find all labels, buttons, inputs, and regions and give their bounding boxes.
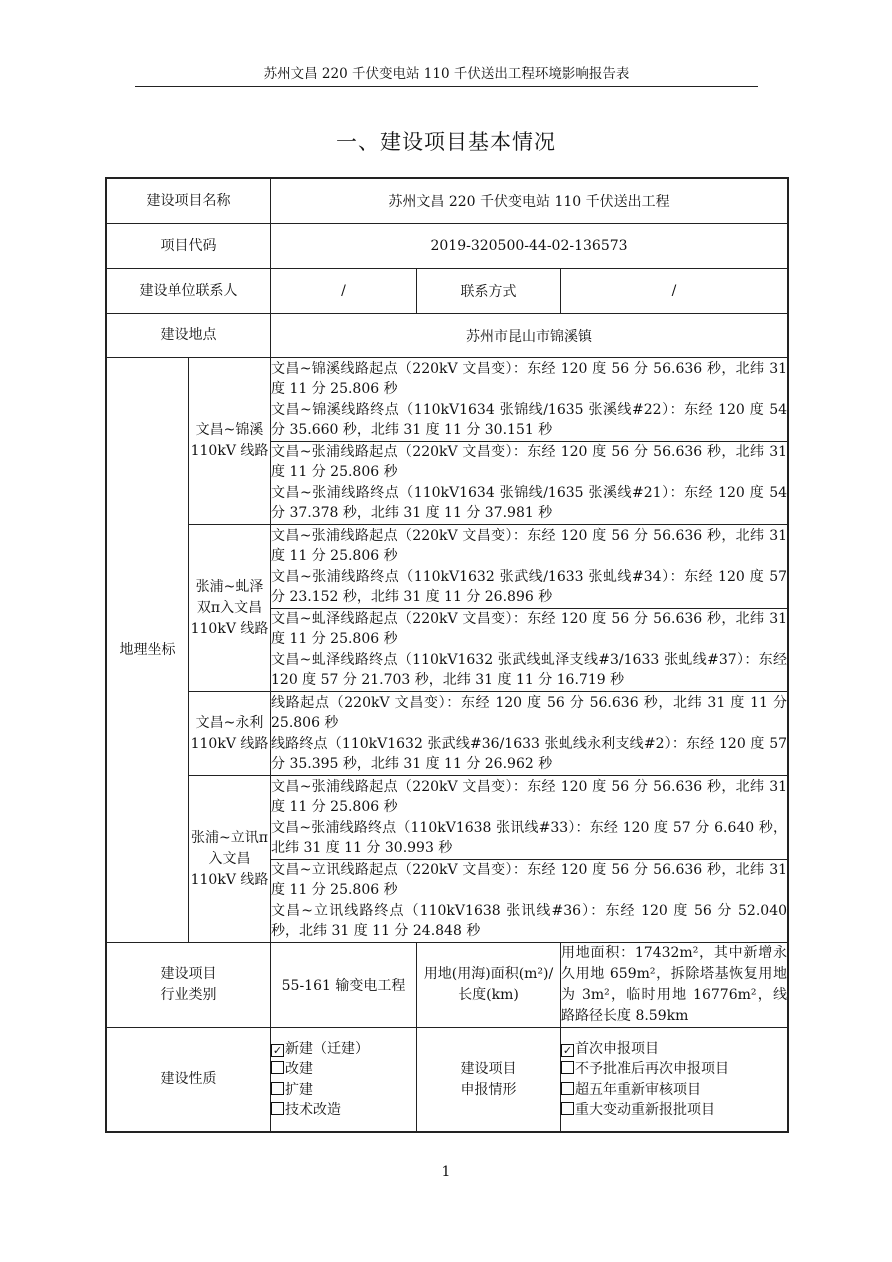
project-name-value: 苏州文昌 220 千伏变电站 110 千伏送出工程 xyxy=(271,179,788,224)
coordinate-text: 文昌~张浦线路起点（220kV 文昌变）：东经 120 度 56 分 56.636 秒，北纬 31 度 11 分 25.806 秒 xyxy=(271,441,787,483)
project-code-value: 2019-320500-44-02-136573 xyxy=(271,224,788,269)
coordinate-text: 文昌~锦溪线路起点（220kV 文昌变）：东经 120 度 56 分 56.636 秒，北纬 31 度 11 分 25.806 秒 xyxy=(271,360,788,397)
contact-method-label: 联系方式 xyxy=(417,269,561,314)
line-name: 文昌~锦溪 110kV 线路 xyxy=(189,358,271,525)
geo-coordinates-label: 地理坐标 xyxy=(107,358,189,943)
coordinate-text: 线路终点（110kV1632 张武线#36/1633 张虬线永利支线#2）：东经 120 度 57 分 35.395 秒，北纬 31 度 11 分 26.962 秒 xyxy=(271,735,788,772)
page-title: 一、建设项目基本情况 xyxy=(336,130,556,154)
nature-label: 建设性质 xyxy=(107,1028,271,1132)
declare-label-line: 申报情形 xyxy=(460,1081,517,1098)
declare-label xyxy=(417,1028,561,1132)
checkbox-icon[interactable] xyxy=(271,1102,284,1115)
declare-option[interactable] xyxy=(561,1059,787,1080)
option-label: 改建 xyxy=(285,1061,313,1077)
area-label-line: 用地(用海)面积(m²)/ xyxy=(423,966,554,982)
industry-value: 55-161 输变电工程 xyxy=(271,943,417,1028)
declare-label-line: 建设项目 xyxy=(460,1060,517,1077)
contact-label: 建设单位联系人 xyxy=(107,269,271,314)
location-value: 苏州市昆山市锦溪镇 xyxy=(271,314,788,358)
coordinate-text: 文昌~张浦线路起点（220kV 文昌变）：东经 120 度 56 分 56.636 秒，北纬 31 度 11 分 25.806 秒 xyxy=(271,527,788,564)
declare-option[interactable] xyxy=(561,1100,787,1121)
project-code-label: 项目代码 xyxy=(107,224,271,269)
option-label: 扩建 xyxy=(285,1081,313,1098)
coordinate-text: 文昌~锦溪线路终点（110kV1634 张锦线/1635 张溪线#22）：东经 120 度 54 分 35.660 秒，北纬 31 度 11 分 30.151 秒 xyxy=(271,401,788,438)
declare-options xyxy=(561,1028,788,1132)
option-label: 重大变动重新报批项目 xyxy=(575,1102,715,1118)
declare-option[interactable] xyxy=(561,1080,787,1101)
industry-label-line: 建设项目 xyxy=(160,966,217,982)
coordinate-text: 文昌~立讯线路起点（220kV 文昌变）：东经 120 度 56 分 56.636 秒，北纬 31 度 11 分 25.806 秒 xyxy=(271,859,787,901)
option-label: 首次申报项目 xyxy=(575,1040,659,1057)
page-header: 苏州文昌 220 千伏变电站 110 千伏送出工程环境影响报告表 xyxy=(135,62,758,87)
location-label: 建设地点 xyxy=(107,314,271,358)
industry-label xyxy=(107,943,271,1028)
option-label: 不予批准后再次申报项目 xyxy=(575,1061,729,1077)
coordinate-text: 文昌~张浦线路终点（110kV1634 张锦线/1635 张溪线#21）：东经 120 度 54 分 37.378 秒，北纬 31 度 11 分 37.981 秒 xyxy=(271,484,788,521)
checkbox-icon[interactable] xyxy=(561,1061,574,1074)
checkbox-checked-icon[interactable]: ✓ xyxy=(562,1043,573,1057)
area-value: 用地面积：17432m²，其中新增永久用地 659m²，拆除塔基恢复用地为 3m²，临时用地 16776m²，线路路径长度 8.59km xyxy=(561,943,788,1028)
line-coordinates xyxy=(271,776,788,943)
checkbox-icon[interactable] xyxy=(271,1061,284,1074)
nature-option[interactable] xyxy=(271,1080,416,1101)
checkbox-checked-icon[interactable]: ✓ xyxy=(272,1043,283,1057)
declare-option[interactable] xyxy=(561,1039,787,1060)
contact-value: / xyxy=(271,269,417,314)
area-label xyxy=(417,943,561,1028)
coordinate-text: 文昌~张浦线路终点（110kV1632 张武线/1633 张虬线#34）：东经 120 度 57 分 23.152 秒，北纬 31 度 11 分 26.896 秒 xyxy=(271,568,788,605)
option-label: 新建（迁建） xyxy=(285,1040,369,1057)
coordinate-text: 文昌~张浦线路起点（220kV 文昌变）：东经 120 度 56 分 56.636 秒，北纬 31 度 11 分 25.806 秒 xyxy=(271,778,788,815)
line-coordinates xyxy=(271,358,788,525)
area-label-line: 长度(km) xyxy=(458,987,519,1003)
line-name: 张浦~虬泽双π入文昌 110kV 线路 xyxy=(189,525,271,692)
nature-options xyxy=(271,1028,417,1132)
coordinate-text: 文昌~立讯线路终点（110kV1638 张讯线#36）：东经 120 度 56 分 52.040 秒，北纬 31 度 11 分 24.848 秒 xyxy=(271,902,788,939)
line-coordinates xyxy=(271,525,788,692)
basic-info-table xyxy=(106,178,788,1132)
industry-label-line: 行业类别 xyxy=(160,987,217,1003)
nature-option[interactable] xyxy=(271,1059,416,1080)
coordinate-text: 文昌~虬泽线路终点（110kV1632 张武线虬泽支线#3/1633 张虬线#37）：东经 120 度 57 分 21.703 秒，北纬 31 度 11 分 16.719 秒 xyxy=(271,651,788,688)
coordinate-text: 线路起点（220kV 文昌变）：东经 120 度 56 分 56.636 秒，北纬 31 度 11 分 25.806 秒 xyxy=(271,694,788,731)
coordinate-text: 文昌~张浦线路终点（110kV1638 张讯线#33）：东经 120 度 57 分 6.640 秒，北纬 31 度 11 分 30.993 秒 xyxy=(271,819,788,856)
contact-method-value: / xyxy=(561,269,788,314)
coordinate-text: 文昌~虬泽线路起点（220kV 文昌变）：东经 120 度 56 分 56.636 秒，北纬 31 度 11 分 25.806 秒 xyxy=(271,608,787,650)
line-coordinates xyxy=(271,692,788,776)
page-number: 1 xyxy=(441,1164,451,1180)
project-name-label: 建设项目名称 xyxy=(107,179,271,224)
option-label: 超五年重新审核项目 xyxy=(575,1081,701,1098)
checkbox-icon[interactable] xyxy=(561,1102,574,1115)
nature-option[interactable] xyxy=(271,1100,416,1121)
nature-option[interactable] xyxy=(271,1039,416,1060)
line-name: 文昌~永利 110kV 线路 xyxy=(189,692,271,776)
checkbox-icon[interactable] xyxy=(561,1082,574,1095)
option-label: 技术改造 xyxy=(285,1102,341,1118)
line-name: 张浦~立讯π入文昌 110kV 线路 xyxy=(189,776,271,943)
checkbox-icon[interactable] xyxy=(271,1082,284,1095)
